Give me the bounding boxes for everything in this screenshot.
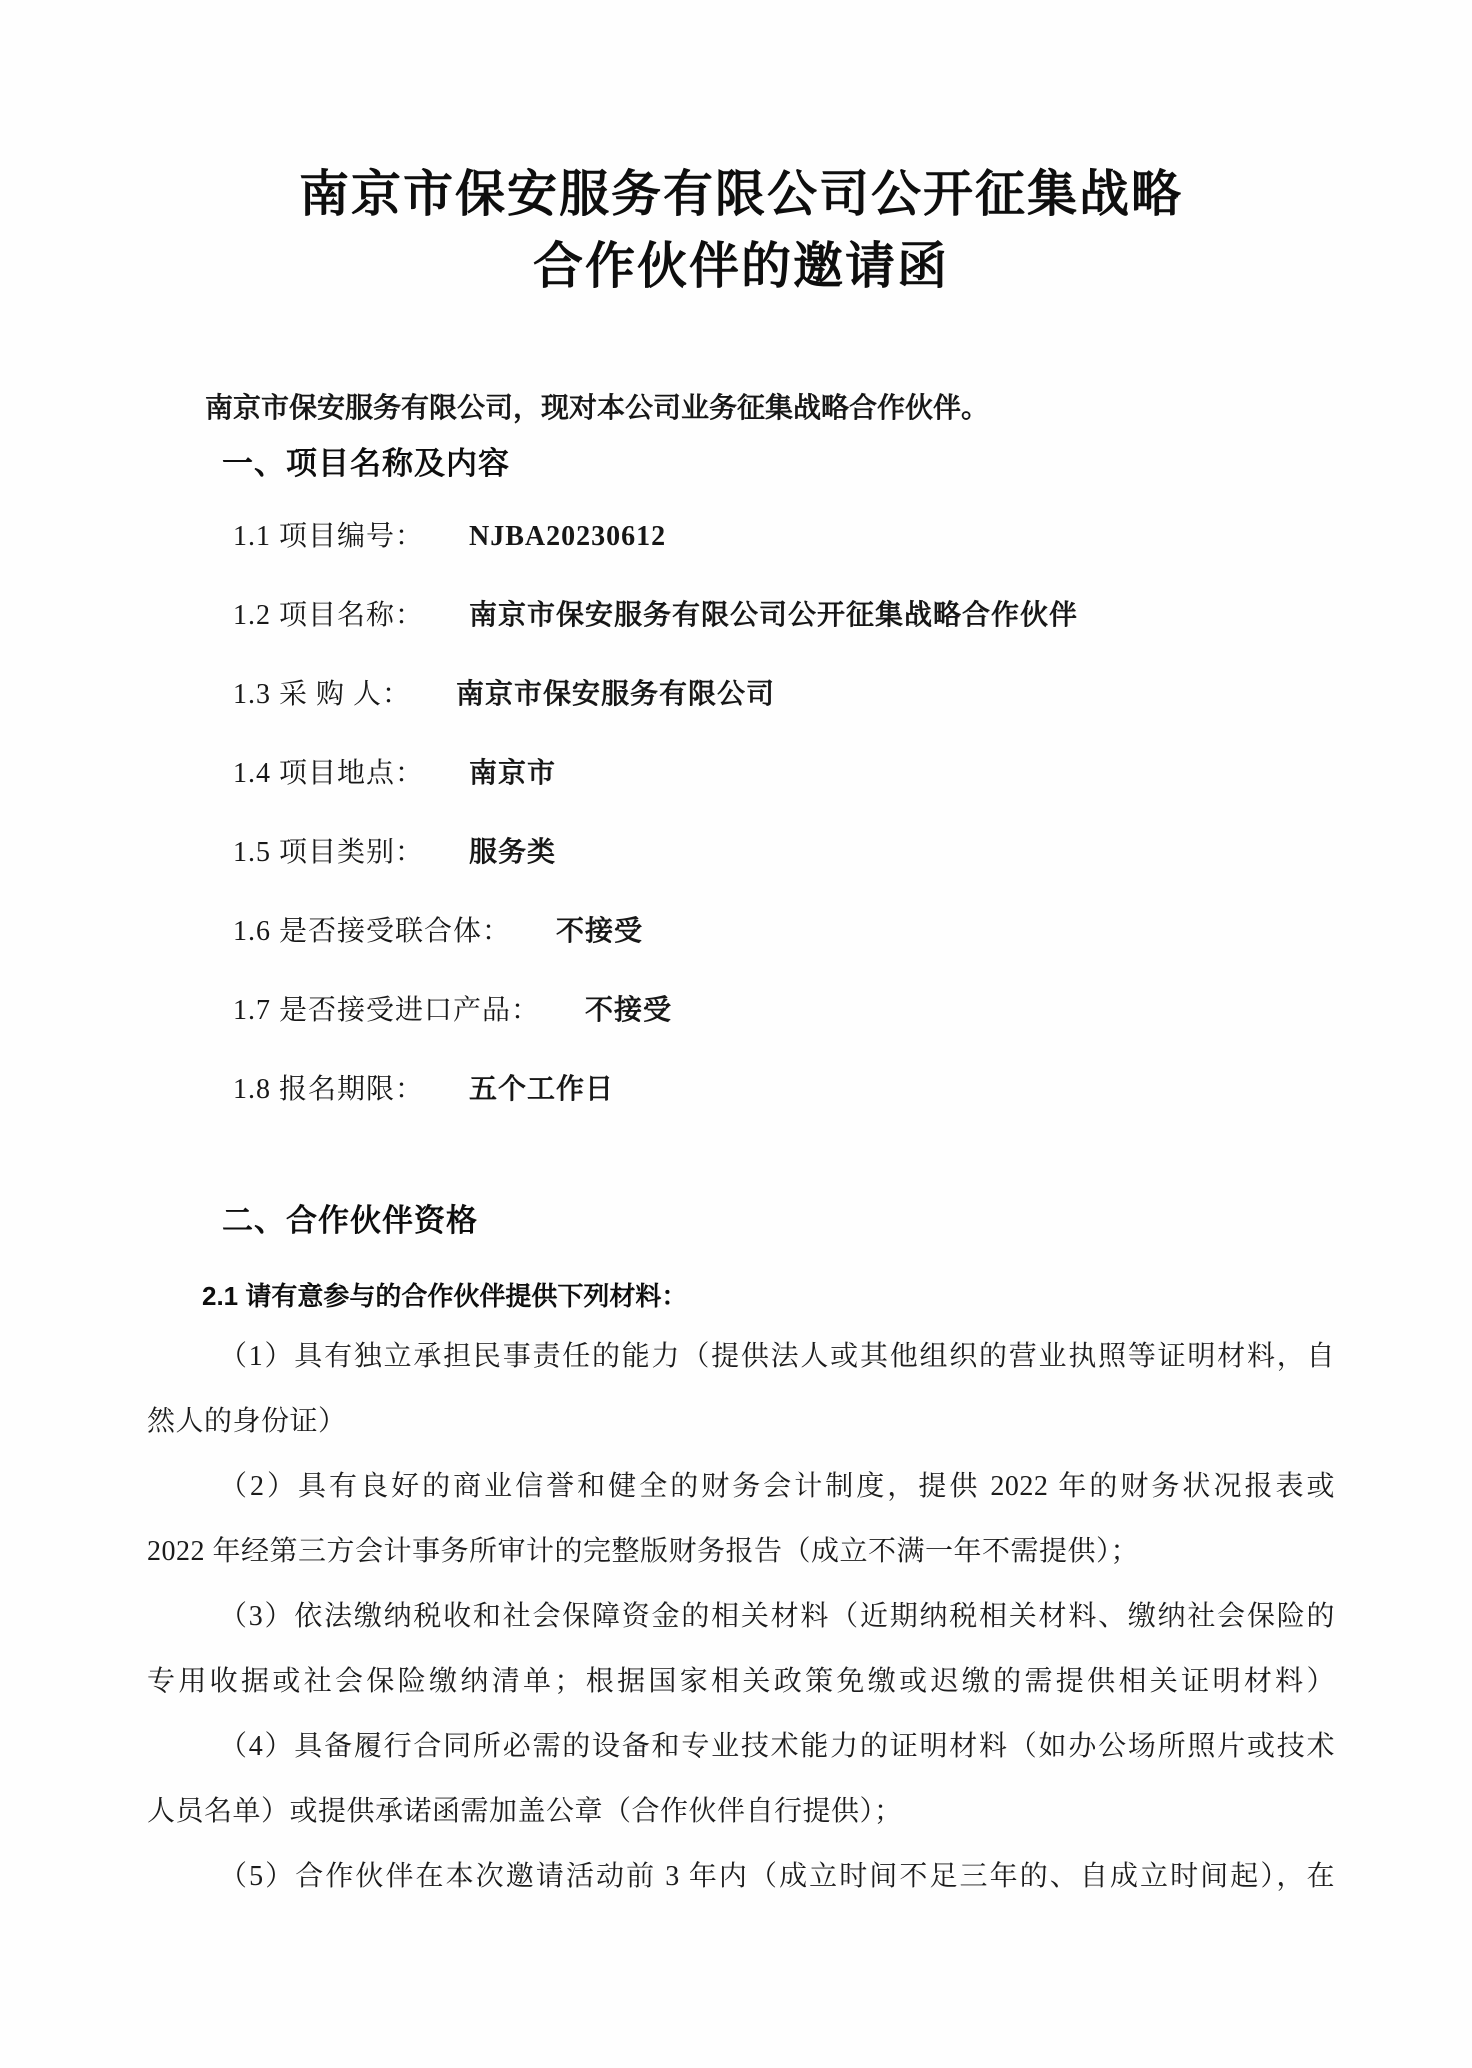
- list-item-consortium-accepted: [233, 912, 1335, 991]
- requirement-line: 专用收据或社会保险缴纳清单；根据国家相关政策免缴或迟缴的需提供相关证明材料）: [147, 1666, 1335, 1697]
- item-label: 1.1 项目编号：: [233, 521, 425, 552]
- item-label: 1.4 项目地点：: [233, 758, 425, 789]
- item-value: 服务类: [469, 837, 557, 868]
- item-value: 南京市保安服务有限公司公开征集战略合作伙伴: [469, 600, 1079, 631]
- section2-heading: 二、合作伙伴资格: [222, 1203, 478, 1238]
- document-title-line-1: 南京市保安服务有限公司公开征集战略: [299, 166, 1183, 222]
- requirement-line: 然人的身份证）: [147, 1406, 347, 1437]
- requirement-line: （2）具有良好的商业信誉和健全的财务会计制度，提供 2022 年的财务状况报表或: [219, 1471, 1335, 1502]
- item-value: 不接受: [556, 916, 644, 947]
- list-item-purchaser: [233, 675, 1335, 754]
- project-info-list: [233, 517, 1335, 1149]
- requirement-line: 人员名单）或提供承诺函需加盖公章（合作伙伴自行提供）；: [147, 1796, 903, 1827]
- list-item-project-category: [233, 833, 1335, 912]
- section2-subheading: 2.1 请有意参与的合作伙伴提供下列材料：: [202, 1281, 688, 1311]
- requirement-line: （4）具备履行合同所必需的设备和专业技术能力的证明材料（如办公场所照片或技术: [219, 1731, 1335, 1762]
- item-label: 1.3 采 购 人：: [233, 679, 412, 710]
- item-value: NJBA20230612: [469, 521, 667, 552]
- list-item-project-number: [233, 517, 1335, 596]
- qualification-requirements: [147, 1324, 1335, 1909]
- list-item-registration-period: [233, 1070, 1335, 1149]
- item-label: 1.2 项目名称：: [233, 600, 425, 631]
- item-label: 1.5 项目类别：: [233, 837, 425, 868]
- document-title: [147, 0, 1335, 302]
- item-label: 1.8 报名期限：: [233, 1074, 425, 1105]
- item-label: 1.6 是否接受联合体：: [233, 916, 512, 947]
- section1-heading: 一、项目名称及内容: [222, 446, 510, 481]
- document-content: [147, 0, 1335, 1909]
- intro-paragraph: 南京市保安服务有限公司，现对本公司业务征集战略合作伙伴。: [205, 393, 990, 424]
- requirement-line: （5）合作伙伴在本次邀请活动前 3 年内（成立时间不足三年的、自成立时间起），在: [219, 1861, 1335, 1892]
- item-value: 不接受: [585, 995, 673, 1026]
- list-item-project-location: [233, 754, 1335, 833]
- item-value: 南京市保安服务有限公司: [456, 679, 776, 710]
- item-value: 五个工作日: [469, 1074, 615, 1105]
- list-item-imported-products-accepted: [233, 991, 1335, 1070]
- requirement-line: （3）依法缴纳税收和社会保障资金的相关材料（近期纳税相关材料、缴纳社会保险的: [219, 1601, 1335, 1632]
- item-label: 1.7 是否接受进口产品：: [233, 995, 541, 1026]
- document-title-line-2: 合作伙伴的邀请函: [533, 238, 949, 294]
- requirement-line: 2022 年经第三方会计事务所审计的完整版财务报告（成立不满一年不需提供）；: [147, 1536, 1140, 1567]
- item-value: 南京市: [469, 758, 557, 789]
- list-item-project-name: [233, 596, 1335, 675]
- requirement-line: （1）具有独立承担民事责任的能力（提供法人或其他组织的营业执照等证明材料，自: [219, 1341, 1335, 1372]
